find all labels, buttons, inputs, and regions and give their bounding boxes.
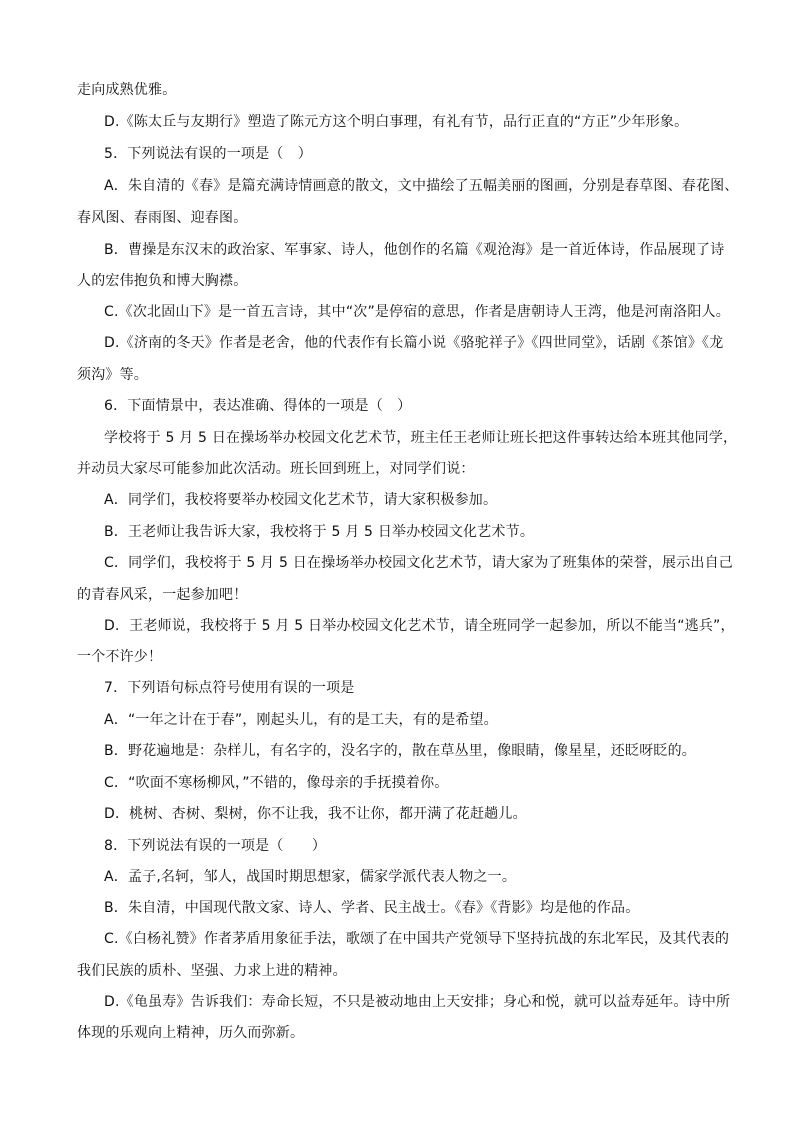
option-d: D．王老师说，我校将于 5 月 5 日举办校园文化艺术节，请全班同学一起参加，所以不能当“逃兵”，	[104, 618, 735, 634]
option-a: A．朱自清的《春》是篇充满诗情画意的散文，文中描绘了五幅美丽的图画，分别是春草图、春花图、	[104, 178, 739, 194]
text-line: 体现的乐观向上精神，历久而弥新。	[77, 1025, 305, 1041]
text-line: 人的宏伟抱负和博大胸襟。	[77, 273, 248, 289]
option-a: A．同学们，我校将要举办校园文化艺术节，请大家积极参加。	[104, 492, 498, 508]
option-a: A．孟子,名轲，邹人，战国时期思想家，儒家学派代表人物之一。	[104, 869, 517, 885]
option-c: C.《白杨礼赞》作者茅盾用象征手法，歌颂了在中国共产党领导下坚持抗战的东北军民，及其代表的	[104, 931, 730, 947]
question-6: 6．下面情景中，表达准确、得体的一项是（ ）	[104, 398, 412, 414]
option-c: C．“吹面不寒杨柳风，”不错的，像母亲的手抚摸着你。	[104, 775, 449, 791]
option-c: C.《次北固山下》是一首五言诗，其中“次”是停宿的意思，作者是唐朝诗人王湾，他是河南洛阳人。	[104, 304, 730, 320]
option-b: B．曹操是东汉末的政治家、军事家、诗人，他创作的名篇《观沧海》是一首近体诗，作品展现了诗	[104, 242, 725, 258]
text-line: 的青春风采，一起参加吧！	[77, 587, 248, 603]
text-line: 须沟》等。	[77, 367, 148, 383]
option-a: A．“一年之计在于春”，刚起头儿，有的是工夫，有的是希望。	[104, 712, 498, 728]
option-c: C．同学们，我校将于 5 月 5 日在操场举办校园文化艺术节，请大家为了班集体的荣誉，展示出自己	[104, 555, 733, 571]
question-5: 5．下列说法有误的一项是（ ）	[104, 146, 312, 162]
option-b: B．野花遍地是：杂样儿，有名字的，没名字的，散在草丛里，像眼睛，像星星，还眨呀眨的。	[104, 743, 697, 759]
text-line: 春风图、春雨图、迎春图。	[77, 210, 248, 226]
option-d: D.《济南的冬天》作者是老舍，他的代表作有长篇小说《骆驼祥子》《四世同堂》，话剧《茶馆》《龙	[104, 335, 724, 351]
text-line: 走向成熟优雅。	[77, 82, 177, 98]
question-7: 7．下列语句标点符号使用有误的一项是	[104, 680, 355, 696]
question-8: 8．下列说法有误的一项是（ ）	[104, 838, 327, 854]
text-line: 一个不许少！	[77, 649, 163, 665]
text-line: 我们民族的质朴、坚强、力求上进的精神。	[77, 963, 347, 979]
option-d: D．桃树、杏树、梨树，你不让我，我不让你，都开满了花赶趟儿。	[104, 806, 527, 822]
option-b: B．王老师让我告诉大家，我校将于 5 月 5 日举办校园文化艺术节。	[104, 524, 535, 540]
text-line: 学校将于 5 月 5 日在操场举办校园文化艺术节，班主任王老师让班长把这件事转达给本班其他同学，	[104, 430, 738, 446]
option-d: D.《龟虽寿》告诉我们：寿命长短，不只是被动地由上天安排；身心和悦，就可以益寿延年。诗中所	[104, 994, 731, 1010]
text-line: 并动员大家尽可能参加此次活动。班长回到班上，对同学们说：	[77, 461, 475, 477]
text-line: D.《陈太丘与友期行》塑造了陈元方这个明白事理，有礼有节，品行正直的“方正”少年形象。	[104, 114, 689, 130]
option-b: B．朱自清，中国现代散文家、诗人、学者、民主战士。《春》《背影》均是他的作品。	[104, 900, 640, 916]
